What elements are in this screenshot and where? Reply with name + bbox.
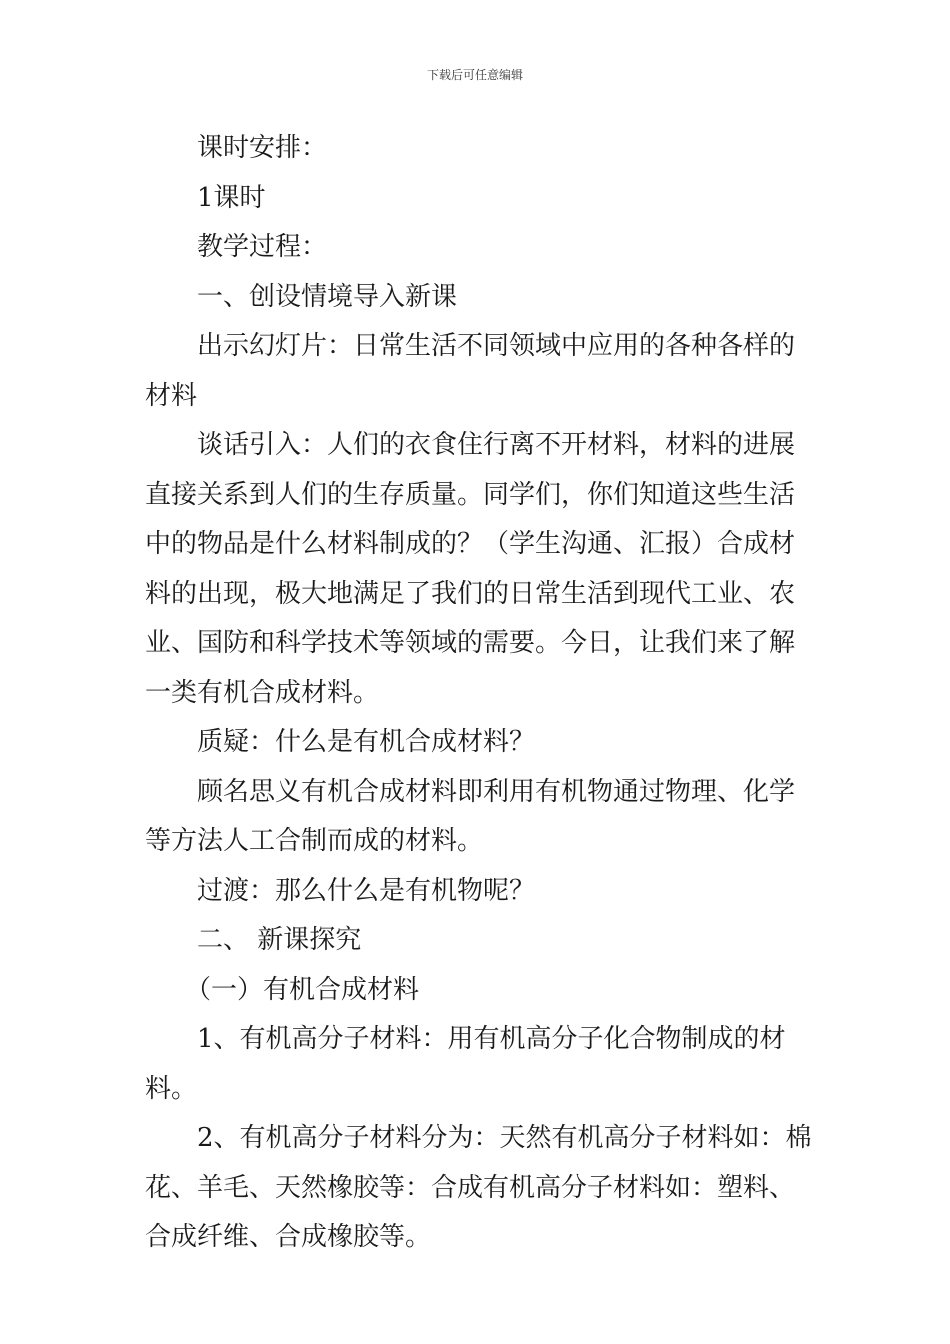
document-body bbox=[145, 124, 813, 1263]
paragraph-introduction: 谈话引入：人们的衣食住行离不开材料，材料的进展直接关系到人们的生存质量。同学们，你们知道这些生活中的物品是什么材料制成的？（学生沟通、汇报）合成材料的出现，极大地满足了我们的日常生活到现代工业、农业、国防和科学技术等领域的需要。今日，让我们来了解一类有机合成材料。 bbox=[145, 430, 796, 708]
list-item-2: 2、有机高分子材料分为：天然有机高分子材料如：棉花、羊毛、天然橡胶等：合成有机高分子材料如：塑料、合成纤维、合成橡胶等。 bbox=[145, 1123, 812, 1252]
paragraph-schedule-label: 课时安排： bbox=[197, 133, 328, 163]
paragraph-slides: 出示幻灯片：日常生活不同领域中应用的各种各样的材料 bbox=[145, 331, 796, 411]
section-heading-2: 二、 新课探究 bbox=[197, 925, 362, 955]
paragraph-definition: 顾名思义有机合成材料即利用有机物通过物理、化学等方法人工合制而成的材料。 bbox=[145, 776, 796, 856]
page-header: 下载后可任意编辑 bbox=[426, 68, 523, 82]
paragraph-question: 质疑：什么是有机合成材料？ bbox=[197, 727, 536, 757]
paragraph-process-label: 教学过程： bbox=[197, 232, 328, 262]
paragraph-transition: 过渡：那么什么是有机物呢？ bbox=[197, 875, 536, 906]
section-heading-1: 一、创设情境导入新课 bbox=[197, 281, 458, 312]
paragraph-schedule-value: 1课时 bbox=[197, 182, 266, 213]
list-item-1: 1、有机高分子材料：用有机高分子化合物制成的材料。 bbox=[145, 1024, 786, 1104]
subsection-heading: （一）有机合成材料 bbox=[185, 974, 420, 1005]
